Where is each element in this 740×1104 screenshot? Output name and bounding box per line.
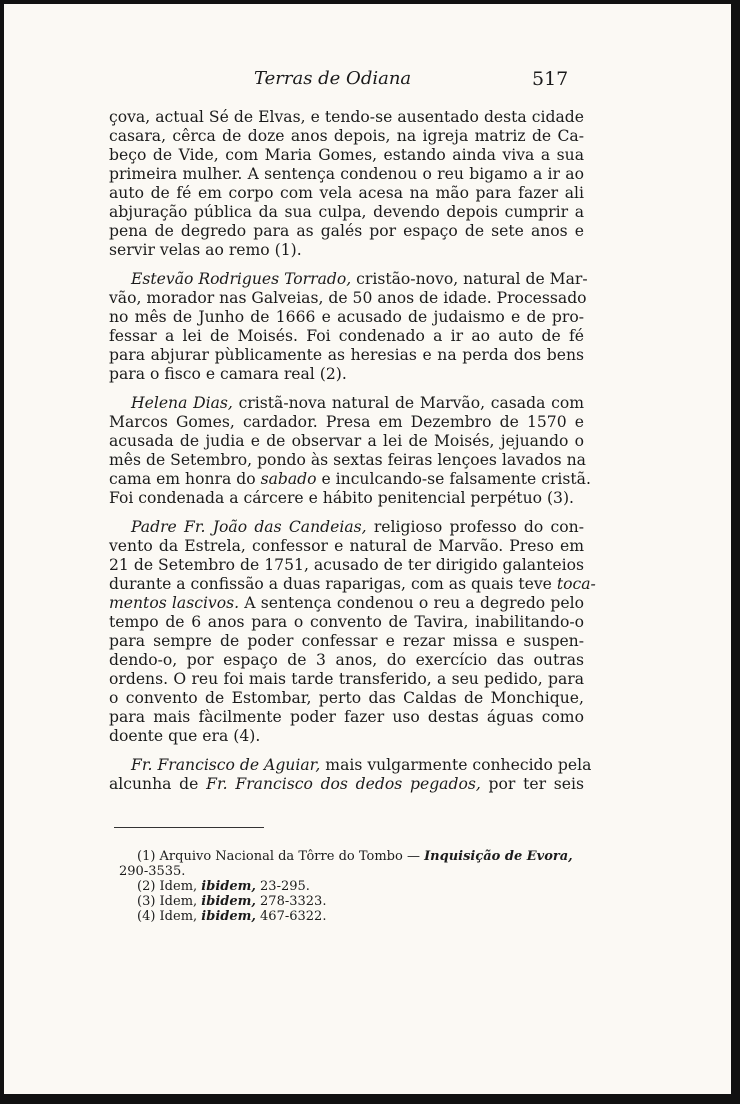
footnote-3: (3) Idem, ibidem, 278-3323.	[137, 894, 327, 909]
text-line: para sempre de poder confessar e rezar missa e suspen-	[109, 632, 584, 650]
text-line: fessar a lei de Moisés. Foi condenado a ir ao auto de fé	[109, 327, 584, 345]
text-line: 21 de Setembro de 1751, acusado de ter dirigido galanteios	[109, 556, 584, 574]
text-line: para o fisco e camara real (2).	[109, 365, 347, 383]
footnote-1-continuation: 290-3535.	[119, 864, 186, 879]
text-line: Foi condenada a cárcere e hábito penitencial perpétuo (3).	[109, 489, 575, 507]
text-line: durante a confissão a duas raparigas, com as quais teve toca-	[109, 575, 596, 593]
text-line: Helena Dias, cristã-nova natural de Marvão, casada com	[131, 394, 584, 412]
text-line: para abjurar pùblicamente as heresias e na perda dos bens	[109, 346, 584, 364]
text-line: dendo-o, por espaço de 3 anos, do exercício das outras	[109, 651, 584, 669]
paragraph-helena-dias	[109, 394, 591, 508]
text-line: primeira mulher. A sentença condenou o reu bigamo a ir ao	[109, 165, 584, 183]
paragraph-joao-das-candeias	[109, 518, 596, 746]
text-line: ordens. O reu foi mais tarde transferido, a seu pedido, para	[109, 670, 584, 688]
text-line: tempo de 6 anos para o convento de Tavira, inabilitando-o	[109, 613, 584, 631]
text-line: beço de Vide, com Maria Gomes, estando ainda viva a sua	[109, 146, 584, 164]
text-line: servir velas ao remo (1).	[109, 241, 302, 259]
text-line: Estevão Rodrigues Torrado, cristão-novo, natural de Mar-	[131, 270, 588, 288]
person-name: Fr. Francisco de Aguiar,	[131, 756, 321, 774]
footnote-1: (1) Arquivo Nacional da Tôrre do Tombo — Inquisição de Evora,	[137, 849, 573, 864]
text-line: cama em honra do sabado e inculcando-se falsamente cristã.	[109, 470, 591, 488]
text-line: alcunha de Fr. Francisco dos dedos pegados, por ter seis	[109, 775, 585, 793]
text-line: mês de Setembro, pondo às sextas feiras lençoes lavados na	[109, 451, 586, 469]
text-line: acusada de judia e de observar a lei de Moisés, jejuando o	[109, 432, 584, 450]
text-line: o convento de Estombar, perto das Caldas de Monchique,	[109, 689, 584, 707]
paragraph-francisco-de-aguiar	[109, 756, 592, 794]
footnote-4: (4) Idem, ibidem, 467-6322.	[137, 909, 327, 924]
text-line: auto de fé em corpo com vela acesa na mão para fazer ali	[109, 184, 584, 202]
running-title: Terras de Odiana	[254, 68, 412, 89]
text-line: abjuração pública da sua culpa, devendo depois cumprir a	[109, 203, 584, 221]
text-line: no mês de Junho de 1666 e acusado de judaismo e de pro-	[109, 308, 584, 326]
running-header	[4, 68, 731, 92]
text-line: Marcos Gomes, cardador. Presa em Dezembro de 1570 e	[109, 413, 584, 431]
text-line: Fr. Francisco de Aguiar, mais vulgarmente conhecido pela	[131, 756, 592, 774]
text-line: para mais fàcilmente poder fazer uso destas águas como	[109, 708, 584, 726]
text-line: pena de degredo para as galés por espaço de sete anos e	[109, 222, 584, 240]
page-number: 517	[532, 68, 569, 90]
footnotes	[119, 849, 594, 924]
text-line: vento da Estrela, confessor e natural de Marvão. Preso em	[109, 537, 584, 555]
person-name: Padre Fr. João das Candeias,	[131, 518, 367, 536]
text-line: casara, cêrca de doze anos depois, na igreja matriz de Ca-	[109, 127, 584, 145]
text-line: çova, actual Sé de Elvas, e tendo-se ausentado desta cidade	[109, 108, 584, 126]
book-page	[4, 4, 731, 1094]
footnote-divider	[114, 827, 264, 828]
text-line: doente que era (4).	[109, 727, 261, 745]
text-line: Padre Fr. João das Candeias, religioso professo do con-	[131, 518, 584, 536]
text-line: vão, morador nas Galveias, de 50 anos de idade. Processado	[109, 289, 587, 307]
person-name: Helena Dias,	[131, 394, 233, 412]
text-line: mentos lascivos. A sentença condenou o reu a degredo pelo	[109, 594, 584, 612]
body-text	[109, 108, 596, 804]
paragraph-continuation	[109, 108, 584, 260]
footnote-2: (2) Idem, ibidem, 23-295.	[137, 879, 310, 894]
paragraph-estevao-rodrigues-torrado	[109, 270, 588, 384]
person-name: Estevão Rodrigues Torrado,	[131, 270, 352, 288]
